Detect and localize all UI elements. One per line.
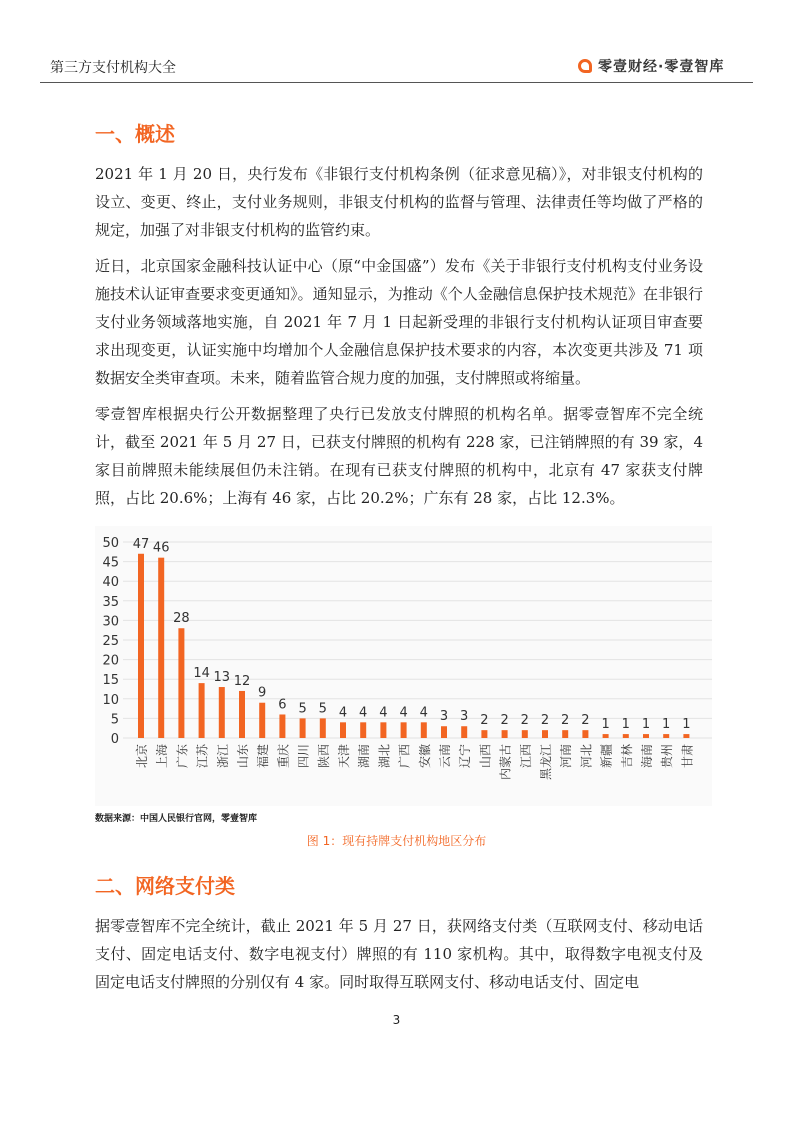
- x-tick-label: 湖南: [357, 744, 372, 769]
- y-tick-label: 5: [110, 712, 119, 728]
- data-label: 2: [520, 713, 529, 729]
- x-tick-label: 浙江: [215, 744, 230, 769]
- data-label: 1: [601, 717, 610, 733]
- y-tick-label: 45: [102, 555, 119, 571]
- bar: [239, 691, 245, 738]
- bar: [199, 683, 205, 738]
- x-tick-label: 福建: [256, 744, 271, 769]
- bar: [542, 730, 548, 738]
- bar: [441, 726, 447, 738]
- x-tick-label: 海南: [640, 744, 654, 769]
- bar: [481, 730, 487, 738]
- x-tick-label: 上海: [155, 744, 170, 769]
- x-tick-label: 贵州: [660, 744, 675, 769]
- bar: [582, 730, 588, 738]
- bar: [421, 722, 427, 738]
- bar: [522, 730, 528, 738]
- data-label: 1: [662, 717, 671, 733]
- data-label: 12: [233, 673, 251, 689]
- x-tick-label: 安徽: [417, 744, 432, 769]
- x-tick-label: 内蒙古: [498, 744, 513, 781]
- x-tick-label: 河南: [559, 744, 574, 769]
- brand-name: 零壹财经·零壹智库: [598, 59, 725, 75]
- bar: [683, 734, 689, 738]
- y-tick-label: 10: [102, 692, 119, 708]
- x-tick-label: 山西: [478, 744, 493, 769]
- data-label: 2: [581, 713, 590, 729]
- bar: [562, 730, 568, 738]
- bar: [461, 726, 467, 738]
- data-label: 5: [298, 701, 307, 717]
- paragraph: 据零壹智库不完全统计，截止 2021 年 5 月 27 日，获网络支付类（互联网支付、移动电话支付、固定电话支付、数字电视支付）牌照的有 110 家机构。其中，取得数字电视支付及固定电话支付牌照的分别仅有 4 家。同时取得互联网支付、移动电话支付、固定电: [95, 917, 703, 991]
- data-label: 2: [540, 713, 550, 729]
- data-label: 4: [359, 705, 368, 721]
- x-tick-label: 湖北: [377, 744, 392, 769]
- bar: [320, 718, 326, 738]
- data-label: 4: [419, 705, 428, 721]
- y-tick-label: 35: [102, 594, 119, 610]
- bar: [401, 722, 407, 738]
- bar: [603, 734, 609, 738]
- data-label: 1: [641, 717, 651, 733]
- x-tick-label: 云南: [438, 744, 452, 769]
- bar: [138, 554, 144, 738]
- page-number: 3: [392, 1013, 401, 1027]
- header-title: 第三方支付机构大全: [50, 60, 176, 76]
- bar: [340, 722, 346, 738]
- data-label: 1: [621, 717, 630, 733]
- bar-chart: [95, 526, 712, 806]
- data-label: 4: [399, 705, 408, 721]
- x-tick-label: 吉林: [619, 744, 634, 769]
- x-tick-label: 四川: [296, 744, 311, 769]
- data-label: 14: [193, 666, 210, 682]
- y-tick-label: 30: [102, 614, 119, 630]
- x-tick-label: 江苏: [195, 744, 210, 769]
- data-label: 13: [213, 670, 231, 686]
- data-label: 3: [439, 709, 449, 725]
- bar: [219, 687, 225, 738]
- data-label: 5: [318, 701, 327, 717]
- x-tick-label: 甘肃: [680, 744, 695, 769]
- bar: [380, 722, 386, 738]
- y-tick-label: 15: [102, 673, 119, 689]
- x-tick-label: 北京: [135, 744, 149, 769]
- x-tick-label: 江西: [518, 744, 533, 769]
- paragraph: 零壹智库根据央行公开数据整理了央行已发放支付牌照的机构名单。据零壹智库不完全统计，截至 2021 年 5 月 27 日，已获支付牌照的机构有 228 家，已注销牌照的有 39 家，4 家目前牌照未能续展但仍未注销。在现有已获支付牌照的机构中，北京有 47 家获支付牌照，占比 20.6%；上海有 46 家，占比 20.2%；广东有 28 家，占比 12.3%。: [95, 405, 703, 507]
- y-tick-label: 20: [102, 653, 119, 669]
- data-label: 1: [682, 717, 691, 733]
- section-heading: 二、网络支付类: [95, 874, 235, 898]
- data-label: 2: [500, 713, 509, 729]
- y-tick-label: 25: [102, 634, 119, 649]
- bar: [279, 714, 285, 738]
- data-label: 3: [460, 709, 469, 725]
- bar: [643, 734, 649, 738]
- data-label: 4: [379, 705, 388, 721]
- bar: [178, 628, 184, 738]
- section-heading: 一、概述: [95, 122, 175, 146]
- bar: [360, 722, 366, 738]
- data-label: 2: [561, 713, 570, 729]
- data-label: 46: [152, 540, 170, 556]
- x-tick-label: 广西: [397, 744, 412, 769]
- bar: [623, 734, 629, 738]
- bar: [663, 734, 669, 738]
- bar: [502, 730, 508, 738]
- y-tick-label: 50: [102, 536, 119, 551]
- x-tick-label: 河北: [579, 744, 594, 769]
- y-tick-label: 0: [110, 732, 119, 747]
- x-tick-label: 新疆: [599, 744, 614, 769]
- x-tick-label: 广东: [175, 744, 190, 769]
- x-tick-label: 山东: [236, 744, 250, 769]
- figure-caption: 图 1：现有持牌支付机构地区分布: [306, 834, 487, 848]
- x-tick-label: 黑龙江: [539, 744, 553, 781]
- paragraph: 2021 年 1 月 20 日，央行发布《非银行支付机构条例（征求意见稿）》，对非银支付机构的设立、变更、终止，支付业务规则，非银支付机构的监督与管理、法律责任等均做了严格的规定，加强了对非银支付机构的监管约束。: [95, 165, 703, 239]
- data-label: 2: [480, 713, 489, 729]
- y-tick-label: 40: [102, 575, 119, 591]
- x-tick-label: 辽宁: [458, 744, 473, 769]
- bar: [300, 718, 306, 738]
- x-tick-label: 重庆: [276, 744, 291, 769]
- data-label: 9: [258, 685, 267, 701]
- data-label: 47: [132, 536, 150, 552]
- x-tick-label: 陕西: [316, 744, 331, 769]
- bar: [158, 558, 164, 738]
- x-tick-label: 天津: [337, 744, 351, 769]
- paragraph: 近日，北京国家金融科技认证中心（原“中金国盛”）发布《关于非银行支付机构支付业务设施技术认证审查要求变更通知》。通知显示，为推动《个人金融信息保护技术规范》在非银行支付业务领域落地实施，自 2021 年 7 月 1 日起新受理的非银行支付机构认证项目审查要求出现变更，认证实施中均增加个人金融信息保护技术要求的内容，本次变更共涉及 71 项数据安全类审查项。未来，随着监管合规力度的加强，支付牌照或将缩量。: [95, 257, 703, 387]
- bar: [259, 703, 265, 738]
- data-source: 数据来源：中国人民银行官网，零壹智库: [95, 814, 258, 824]
- data-label: 4: [338, 705, 348, 721]
- data-label: 28: [173, 611, 190, 627]
- data-label: 6: [278, 697, 287, 713]
